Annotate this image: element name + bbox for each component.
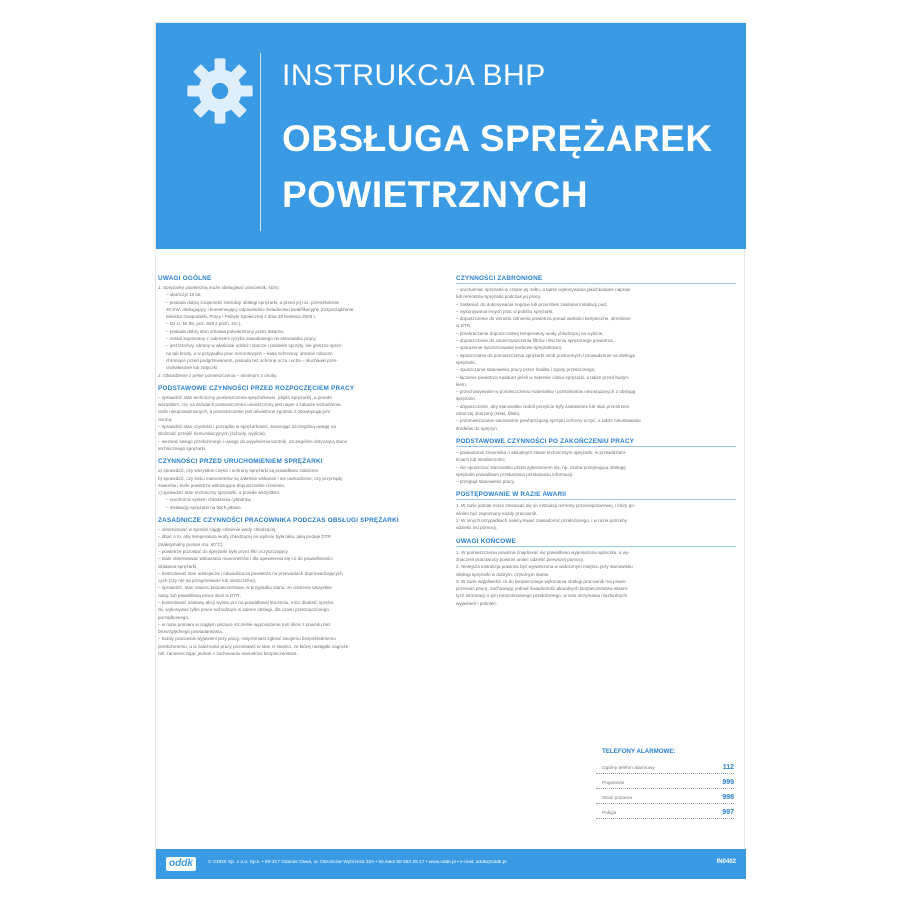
section — [158, 458, 438, 511]
section-text-line: – dopuszczenie, aby stanowisko wokół przejście były zastawione lub stan przestrzeni — [456, 403, 630, 409]
section-heading: UWAGI OGÓLNE — [158, 275, 212, 282]
section-text-line: – obserwować w sposób ciągły ciśnienie wody chłodzącej, — [158, 527, 277, 533]
section-text-line: sprężarki prawidłowo przekazania przekazaniu informacji, — [456, 471, 574, 477]
section-heading: POSTĘPOWANIE W RAZIE AWARII — [456, 491, 736, 500]
section-text-line: 20 KW, obsługujący i konserwujący odpowiednie świadectwo kwalifikacyjne (rozporządzenie — [166, 306, 354, 312]
gear-icon — [186, 57, 254, 125]
phone-number: 999 — [722, 779, 734, 786]
emergency-phone-list — [596, 759, 734, 819]
section-text-line: – uruchomić system chłodzenia cylindrów, — [166, 497, 252, 503]
section-text-line: (maksymalny pomiar ma. 40°C), — [158, 541, 224, 547]
phone-label: Straż pożarna — [602, 796, 632, 801]
document-subtitle: INSTRUKCJA BHP — [282, 59, 546, 92]
section-text-line: winien być zapoznany każdy pracownik. — [456, 510, 538, 516]
section-text-line: ściach lub nieobecności, — [456, 457, 506, 463]
section-text-line: obsługi sprężarki w dobrym, czytelnym stanie. — [456, 571, 550, 577]
section-text-line: roboczej obniżony (niski, śliski), — [456, 411, 521, 417]
section-text-line: – przemieszczanie samowolne pewhętrząceg sprzętu ochrony oczyć, a także nieustawanie — [456, 418, 641, 424]
document-title — [282, 111, 722, 223]
phone-row — [596, 804, 734, 819]
section-text-line: 3. W razie wątpliwości co do bezpiecznego wykonania obsługi pracownik ma prawo — [456, 578, 626, 584]
section-text-line: przełożonemu, a w zależności pracy pozostawić w stan in stasino, ze której nastąpiło zagroże- — [158, 643, 350, 649]
phone-label: Policja — [602, 811, 617, 816]
section-text-line: – posiada dobrą znajomość instrukcji obsługi sprężarki, a przed jej roz. przeszkolenie — [166, 299, 340, 305]
section-text-line: 2. W innych przypadkach należy kiwać zawiadomić przełożonego, i w razie potrzeby — [456, 518, 628, 524]
section-text-line: – wezwać swego przełożonego i uwagę do wyjaśnienia kontroli, szczególnie dotyczącą stanu — [158, 438, 348, 444]
phone-number: 112 — [722, 764, 734, 771]
section-text-line: zaworów i kurki powietrza wskazujące dopuszczalne ciśnienie, — [158, 482, 286, 488]
section — [456, 275, 736, 432]
section-text-line: przerwać pracę, zachowując jednak świadomość aktualnych bezpieczeństwa wlasnt- — [456, 586, 629, 592]
section-text-line: technicznego sprężarki. — [158, 445, 207, 451]
section-text-line: osób nieupoważnionych, a pomieszczenie jest oświetlone zgodnie z obowiązującymi — [158, 409, 330, 415]
section-text-line: porządkowego, — [158, 614, 190, 620]
section-text-line: ciwhałasowe lub zatyczki. — [166, 365, 219, 371]
section-text-line: – Dz.U. Nr 89, poz. 828 z późn. zm.), — [166, 321, 242, 327]
section-text-line: – jest trzeźwy, ubrany w właściwe odzież robocze i osobiste sprzęty, nie gloszne spręż- — [166, 343, 343, 349]
section-text-line: – dopuszczenie do wzrostu ciśnienia powietrza ponad wartości bezpieczne, określone — [456, 316, 631, 322]
section-text-line: działania sprężarki, — [158, 563, 198, 569]
section-text-line: – opuszczanie stanowiska pracy przez środka i zgody przełożonego, — [456, 367, 596, 373]
section-text-line: – kontrolować nastawy akcji wylotu pro na prawidłowej tłoczeniu, rnicz dbałość spręża- — [158, 599, 335, 605]
section-heading: CZYNNOŚCI ZABRONIONE — [456, 275, 736, 284]
section-text-line: – instalację sprężarki na tłoch jałowo. — [166, 504, 242, 510]
section-text-line: 2. Niniejsza instrukcja powinna być wywieszona w widocznym miejscu przy stanowisku — [456, 564, 633, 570]
section-text-line: lub remontów sprężarki podczas jej pracy, — [456, 294, 542, 300]
section-text-line: sprężarki, — [456, 396, 476, 402]
emergency-phones-title: TELEFONY ALARMOWE: — [602, 748, 676, 755]
section-text-line: cych (czy nie są przegrzewane lub nieszczelne), — [158, 578, 257, 584]
header-divider — [260, 53, 261, 231]
document-code: IN0402 — [716, 859, 736, 865]
phone-row — [596, 759, 734, 774]
section-text-line: a) sprawdzić, czy wszystkie części i ochrony sprężarki są prawidłowo założone, — [158, 468, 320, 474]
footer-bar — [156, 849, 746, 879]
phone-number: 998 — [722, 794, 734, 801]
section-text-line: – uruchamiać sprężarki w czasie jej naftu, a także wykonywania jakichkolwiek napraw — [456, 287, 631, 292]
section — [158, 275, 438, 379]
section-heading: ZASADNICZE CZYNNOŚCI PRACOWNIKA PODCZAS OBSŁUGI SPRĘŻARKI — [158, 517, 399, 525]
phone-label: Pogotowie — [602, 781, 625, 786]
section-text-line: nik, zamieszczając jednak o zachowaniu warunków bezpieczeństwa. — [158, 651, 298, 657]
section-text-line: – przegląd stanowisko pracy. — [456, 479, 515, 485]
section-text-line: – przekraczanie dopuszczalnej temperatury wody chłodzącej na wylocie, — [456, 330, 604, 336]
section-text-line: – wykonywania innych prac w pobliżu sprężarki, — [456, 308, 554, 314]
section-text-line: – sprawdzić stan czystości i porządku w sprężarkowni, zwracając szczególną uwagę na — [158, 424, 336, 430]
section-text-line: – sprawdzić stan techniczny pomieszczenia sprężarkowni, (dojść sprężarki), a przede — [158, 394, 332, 400]
section-text-line: bezwzględnego powiadamiania, — [158, 629, 224, 635]
section — [456, 491, 736, 531]
section-text-line: – każdy pracownik wyjawieni przy pracy, natychmiast zgłosić swojemu bezpośredniemu — [158, 636, 336, 642]
section-text-line: wyjaśnień i pokoleń. — [456, 600, 498, 606]
section-text-line: 1. W razie jednak może stosować się do instrukcji ochrony przeciwpożarowej, i który po- — [456, 503, 636, 509]
section-text-line: – łączenie powietrza naddusz jeżeli w zakresie ciśnia sprężarki, a także przed budyn- — [456, 374, 630, 380]
section-text-line: b) sprawdzić, czy ilości manometrów są zakresie wskazań i nie uszkodzone, czy przyrządy — [158, 475, 343, 481]
instruction-sheet — [155, 22, 745, 878]
section-text-line: nasą. lub prawidłową pracę sieci w DTR, — [158, 592, 241, 598]
section-text-line: – sporażenie suszarzowanie korbowe sprężarkowni, — [456, 345, 563, 351]
section-text-line: udzielić mu pomocy. — [456, 525, 498, 531]
emergency-phones-box — [596, 748, 734, 819]
section-text-line: 1. W pomieszczeniu powinna znajdować się prawidłowo wyposażona apteczka, a wy- — [456, 549, 630, 555]
phone-row — [596, 774, 734, 789]
phone-label: Ogólny telefon alarmowy — [602, 766, 655, 771]
section — [158, 385, 438, 452]
section-text-line: – dopuszczanie do zanieczyszczenia filtrów i tłoczenia sprężonego powietrza, — [456, 338, 614, 344]
section-text-line: – nie opuszczać stanowisko przed zgłoszeniem się, np. osoba przejmującą obsługę — [456, 464, 626, 470]
section-heading: UWAGI KOŃCOWE — [456, 538, 736, 547]
section-text-line: wszystkim, czy na drzwiach pomieszczenia umieszczony jest napis o zakazie wchodzenia — [158, 402, 341, 408]
section — [456, 538, 736, 607]
section-heading: PODSTAWOWE CZYNNOŚCI PO ZAKOŃCZENIU PRACY — [456, 438, 736, 447]
section-text-line: – kontrolować stan odolejacza i odwadniacza powietrza na przewodach doprowadzających — [158, 570, 343, 576]
section-text-line: na tak brody, a w przypadku prac remontowych – kasa ochronną; ubranie robocze — [166, 350, 333, 356]
oddk-logo: oddk — [166, 857, 196, 871]
section-text-line: chroniące przed podgrzewaniem, posiada też ochronę oczu i ucha – słuchawki prze- — [166, 357, 338, 363]
section-text-line: środków do sprężyn. — [456, 425, 499, 431]
section-text-line: Ministra Gospodarki, Pracy i Polityki Społecznej z dnia 28 kwietnia 2003 r. — [166, 314, 317, 320]
section-text-line: znaczeni pracownicy powinni umieć udzielić pierwszej pomocy. — [456, 556, 585, 562]
section-text-line: 1. Sprężarkę powietrzną może obsługiwać pracownik, który: — [158, 285, 280, 290]
section-text-line: – powiadomić zmiennika o aktualnym stanie technicznym sprężarki, w przewidziani- — [456, 449, 627, 455]
section-text-line: 2. Obsadzenie z pełne pomieszczenia – minimum 2 osoby. — [158, 372, 278, 378]
section-text-line: – został zapoznany z zakresem ryzyka zawodowego na stanowisku pracy, — [166, 336, 317, 342]
section-text-line: w DTR, — [456, 323, 472, 329]
section-text-line: sprężarki, — [456, 359, 476, 365]
section-text-line: drożność przejść komunikacyjnych (schody, wyjścia), — [158, 431, 266, 437]
section-text-line: kiem, — [456, 381, 467, 387]
section-text-line: – zasłaniać do dokonywania napraw lub przeróbek zasilania instalacji pod, — [456, 301, 608, 307]
section-text-line: – sprawdzić, stan zaworu bezpieczeństwa, w przypadku stanu, że ciśnienie wszystkie — [158, 585, 332, 591]
section-text-line: – stale obserwować wskazania manometrów i dla upewnienia się co do prawidłowości — [158, 556, 333, 562]
header-banner — [156, 23, 746, 249]
left-column — [158, 275, 438, 663]
section-heading: PODSTAWOWE CZYNNOŚCI PRZED ROZPOCZĘCIEM PRACY — [158, 384, 355, 392]
section — [158, 517, 438, 657]
section-text-line: tych informacji o tym bezpośredniego przełożonego, w celu otrzymania niezbędnych — [456, 593, 628, 599]
footer-contact: © ODDK Sp. z o.o. Sp.k. • 80-317 Gdańsk Oliwa, ul. Obrońców Wybrzeża 32A • tel./faks 58 554 29 17 • www.oddk.pl • e-mail: oddk@oddk.pl — [208, 860, 507, 865]
section-text-line: c) sprawdzić stan techniczny sprężarki, a przede wszystkim: — [158, 490, 281, 496]
section-text-line: – wpuszczanie do pomieszczenia sprężarki osób postronnych i prowadzenie na obsługę — [456, 352, 636, 358]
section-text-line: – powietrze pozostać do sprężarki było przez filtr oczyszczający, — [158, 548, 289, 554]
section-text-line: rki, wykonywać tylko prace wchodzące w zakres obsługi, dla czasu przeznaczonego — [158, 607, 329, 613]
section-text-line: – ukończył 18 lat, — [166, 292, 202, 298]
section-text-line: – dbać o to, aby temperatura wody chłodzącej na wylocie była taka, jaką podaje DTR — [158, 534, 331, 540]
right-column — [456, 275, 736, 613]
title-line-2: POWIETRZNYCH — [282, 174, 589, 215]
section-text-line: – przechowywanie w pomieszczeniu materiałów i przedmiotów niezwiązanych z obsługą — [456, 389, 636, 395]
section-text-line: – posiada dobry stan zdrowia potwierdzony przez lekarza, — [166, 328, 284, 334]
title-line-1: OBSŁUGA SPRĘŻAREK — [282, 118, 713, 159]
phone-row — [596, 789, 734, 804]
section-heading: CZYNNOŚCI PRZED URUCHOMIENIEM SPRĘŻARKI — [158, 458, 323, 466]
section-text-line: normą, — [158, 416, 173, 422]
phone-number: 997 — [722, 809, 734, 816]
section-text-line: – w razie pomiaru w ciągłym piszące szczelnie wyposażanie tum liście z powodu bez — [158, 621, 331, 627]
section — [456, 438, 736, 485]
